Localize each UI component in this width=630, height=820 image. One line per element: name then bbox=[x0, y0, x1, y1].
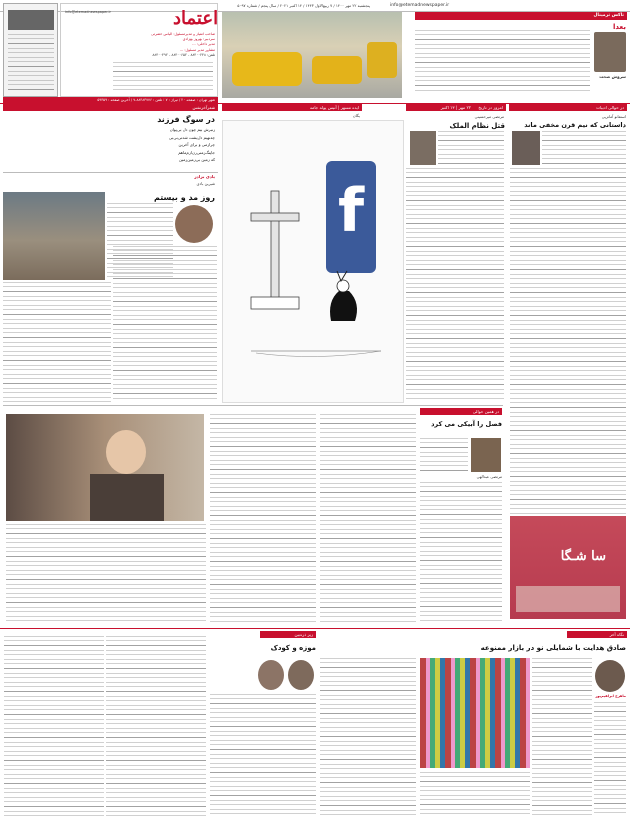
poem-line: جا‌پنگ‌زمتی‌رن‌ازم‌ماهم bbox=[178, 149, 215, 155]
interview-photo bbox=[6, 414, 204, 521]
masthead-block bbox=[60, 3, 218, 97]
author-name-top: سروش صحت bbox=[599, 74, 626, 79]
masthead-text bbox=[113, 62, 213, 90]
lit-author2: شیرین بادی bbox=[196, 181, 215, 186]
lit-title: داستانی که نیم قرن مخفی ماند bbox=[524, 121, 626, 129]
subscribe-strip: شهر تهران : صفحه ۲۰ / تیراژ : ۷ ؛ تلفن : ۸۸۳۸۳۷۷۶-۷ / آخرین صفحه : ۵۹۳۵۹ bbox=[3, 97, 218, 104]
history-byline: مرتضی میرحسینی bbox=[474, 114, 504, 119]
bottom-text-a bbox=[532, 658, 592, 816]
svg-text:f: f bbox=[337, 176, 365, 246]
cartoon-box bbox=[222, 120, 404, 403]
bookstall-photo bbox=[420, 658, 530, 768]
bottom-text-c bbox=[420, 772, 530, 816]
interview-label: در همین حوالی bbox=[420, 408, 502, 415]
interview-author: مرتضی عبدالهی bbox=[476, 474, 502, 479]
interview-text-b bbox=[420, 482, 502, 622]
essay-text-b bbox=[3, 282, 111, 402]
header-email[interactable]: info@etemadnewspaper.ir bbox=[390, 3, 450, 8]
bottom-label: نگاه آخر bbox=[567, 631, 627, 638]
header-date-line: پنجشنبه ۲۲ مهر ۱۴۰۰ / ۷ ربیع‌الاول ۱۴۴۳ / ۱۴ اکتبر ۲۰۲۱ / سال پنجم / شماره ۵۰۹۷ bbox=[237, 3, 370, 8]
essay-author-photo bbox=[175, 205, 213, 243]
top-label-text: تاکس ترمینال bbox=[593, 13, 624, 18]
divider bbox=[3, 172, 218, 173]
newspaper-thumbnail bbox=[3, 3, 58, 97]
poem-line: که زمین بی‌زمین‌زمین bbox=[178, 157, 215, 163]
masthead-publisher bbox=[65, 32, 215, 58]
mid-title: موزه و کودک bbox=[270, 644, 316, 652]
interview-text-c bbox=[320, 414, 416, 622]
children-photo bbox=[3, 192, 105, 280]
top-right-title: بعدا bbox=[612, 23, 626, 31]
mid-photo-a bbox=[288, 660, 314, 690]
interview-text-d bbox=[210, 414, 316, 622]
publisher-line: مدیر داخلی: ... bbox=[192, 42, 215, 47]
poem-line: چرا‌زمی و برای آخرین bbox=[178, 142, 215, 148]
bottom-author: ماهرخ ابراهیم‌پور bbox=[595, 694, 626, 698]
bottom-author-photo bbox=[595, 660, 625, 692]
masthead-logo: اعتماد bbox=[173, 8, 219, 29]
history-label-text: امروز در تاریخ bbox=[478, 105, 503, 110]
masthead-email: info@etemadnewspaper.ir bbox=[65, 10, 111, 14]
lit-text-a bbox=[542, 131, 626, 167]
publisher-line: سردبیر: بهروز بهزادی bbox=[182, 37, 215, 42]
book-title: سا شـگا bbox=[560, 549, 606, 564]
bottom-text-b bbox=[594, 702, 626, 816]
history-text-a bbox=[438, 131, 504, 167]
mid-text-b bbox=[320, 658, 416, 816]
essay-title: روز مد و بیستم bbox=[153, 193, 215, 202]
poem-title: در سوگ فرزند bbox=[157, 115, 215, 124]
interview-author-photo bbox=[471, 438, 501, 472]
lit-label: در حوالی ادبیات bbox=[509, 104, 627, 111]
interview-text-a bbox=[420, 438, 468, 472]
poem-block bbox=[105, 126, 215, 164]
publisher-line: تلفن: ۸۸۴۰۰۲۴۸ - ۸۸۴۰۰۶۵۲ - ۸۸۴۰۰۴۹۲ bbox=[152, 52, 215, 57]
bottom-rule bbox=[0, 628, 630, 629]
history-label bbox=[406, 104, 506, 111]
lit-label2: یادی برادر bbox=[194, 174, 215, 179]
cartoon-label: ایده مسهر | آنیس پوله جامه bbox=[222, 104, 362, 111]
top-right-label bbox=[415, 12, 627, 20]
top-right-text bbox=[415, 30, 590, 94]
lit-text-b bbox=[510, 168, 626, 514]
poetry-label: شعرآخرنفس bbox=[3, 104, 218, 111]
interview-title: فصل را آبیکی می کرد bbox=[431, 420, 502, 428]
bottom-title: صادق هدایت با شمایلی نو در بازار ممنوعه bbox=[480, 644, 626, 652]
history-photo bbox=[410, 131, 436, 165]
publisher-line: مشاور مدیر مسئول: ... bbox=[179, 47, 215, 52]
taxi-photo bbox=[222, 12, 402, 98]
mid-photo-b bbox=[258, 660, 284, 690]
lit-author-photo bbox=[512, 131, 540, 165]
book-cover bbox=[510, 516, 626, 619]
publisher-line: صاحب امتیاز و مدیرمسئول: الیاس حضرتی bbox=[151, 32, 215, 36]
author-photo-top bbox=[594, 32, 626, 72]
history-date: ۲۲ مهر | ۱۳ اکتبر bbox=[440, 105, 471, 110]
cartoon-illustration bbox=[221, 121, 403, 404]
history-title: قتل نظام الملک bbox=[449, 122, 505, 130]
interview-text-e bbox=[6, 524, 206, 622]
interview-divider bbox=[3, 405, 503, 406]
mid-label: زیر ذره‌بین bbox=[260, 631, 316, 638]
history-text-b bbox=[406, 168, 504, 402]
left-bottom-text-a bbox=[106, 636, 206, 816]
mid-text-a bbox=[210, 694, 316, 816]
left-bottom-text-b bbox=[4, 636, 104, 816]
essay-text-c bbox=[113, 246, 217, 402]
lit-byline: استفانو آمانزیی bbox=[601, 114, 626, 119]
poem-line: زنبرش بیم چون دل بی‌پوان bbox=[169, 127, 215, 132]
poem-line: چه‌نهیم دل‌پشت شدتی‌بی‌بی bbox=[168, 134, 215, 140]
cartoon-credit: یگان bbox=[352, 113, 360, 118]
